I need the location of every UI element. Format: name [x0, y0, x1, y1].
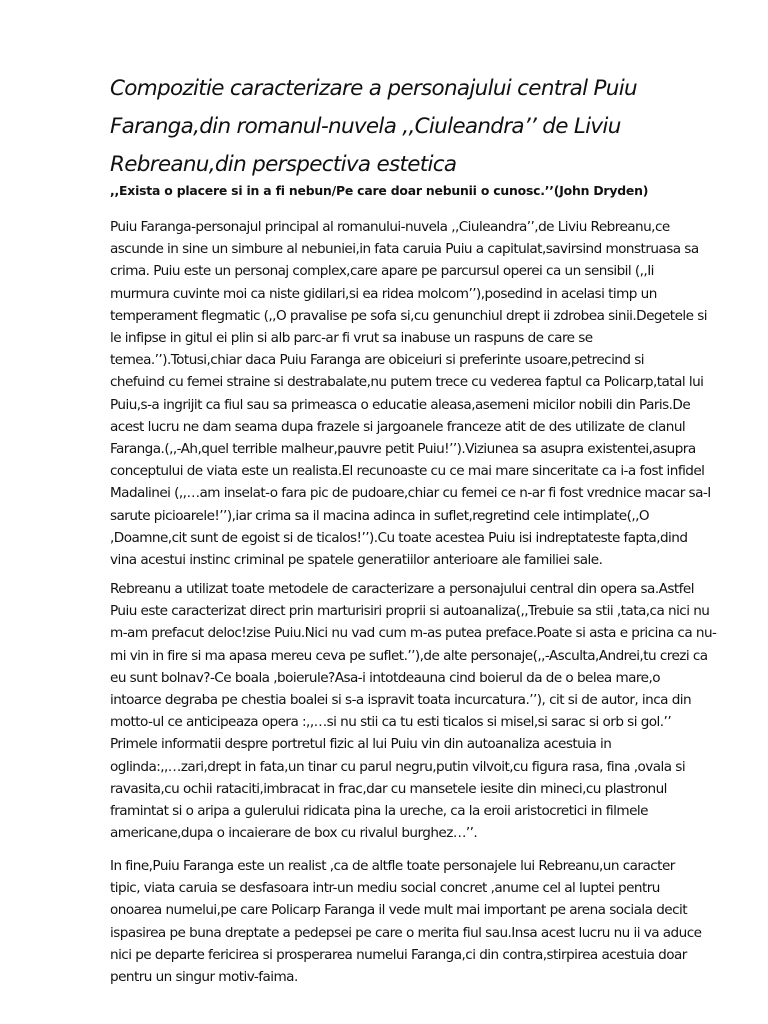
text-line: americane,dupa o incaierare de box cu rivalul burghez…’’. — [110, 825, 478, 842]
text-line: eu sunt bolnav?-Ce boala ,boierule?Asa-i intotdeauna cind boierul da de o belea mare,o — [110, 669, 661, 686]
title-line: Rebreanu,din perspectiva estetica — [110, 152, 457, 177]
text-line: Puiu este caracterizat direct prin marturisiri proprii si autoanaliza(,,Trebuie sa stii ,tata,ca nici nu — [110, 603, 710, 620]
text-line: m-am prefacut deloc!zise Puiu.Nici nu vad cum m-as putea preface.Poate si asta e pricina ca nu- — [110, 625, 717, 642]
text-line: ,Doamne,cit sunt de egoist si de ticalos!’’).Cu toate acestea Puiu isi indreptateste fapta,dind — [110, 529, 688, 546]
epigraph-quote: ,,Exista o placere si in a fi nebun/Pe care doar nebunii o cunosc.’’(John Dryden) — [110, 183, 649, 198]
document-title — [110, 70, 730, 184]
text-line: crima. Puiu este un personaj complex,care apare pe parcursul operei ca un sensibil (,,Ii — [110, 263, 654, 280]
text-line: mi vin in fire si ma apasa mereu ceva pe suflet.’’),de alte personaje(,,-Asculta,Andrei,tu crezi ca — [110, 647, 708, 664]
text-line: le infipse in gitul ei plin si alb parc-ar fi vrut sa inabuse un raspuns de care se — [110, 330, 593, 347]
text-line: ispasirea pe buna dreptate a pedepsei pe care o merita fiul sau.Insa acest lucru nu ii va aduce — [110, 924, 702, 941]
paragraph-3 — [110, 855, 722, 988]
text-line: Primele informatii despre portretul fizic al lui Puiu vin din autoanaliza acestuia in — [110, 736, 612, 753]
text-line: vina acestui instinc criminal pe spatele generatiilor anterioare ale familiei sale. — [110, 552, 603, 569]
text-line: ascunde in sine un simbure al nebuniei,in fata caruia Puiu a capitulat,savirsind monstruasa sa — [110, 241, 699, 258]
text-line: Madalinei (,,…am inselat-o fara pic de pudoare,chiar cu femei ce n-ar fi fost vrednice macar sa-I — [110, 485, 711, 502]
text-line: sarute picioarele!’’),iar crima sa il macina adinca in suflet,regretind cele intimplate(,,O — [110, 507, 650, 524]
text-line: motto-ul ce anticipeaza opera :,,…si nu stii ca tu esti ticalos si misel,si sarac si orb si gol.’’ — [110, 714, 672, 731]
text-line: murmura cuvinte moi ca niste gidilari,si ea ridea molcom’’),posedind in acelasi timp un — [110, 285, 657, 302]
text-line: Rebreanu a utilizat toate metodele de caracterizare a personajului central din opera sa.Astfel — [110, 581, 694, 597]
paragraph-1 — [110, 216, 722, 571]
text-line: chefuind cu femei straine si destrabalate,nu putem trece cu vederea faptul ca Policarp,tatal lui — [110, 374, 704, 391]
text-line: In fine,Puiu Faranga este un realist ,ca de altfle toate personajele lui Rebreanu,un caracter — [110, 858, 675, 874]
title-line: Faranga,din romanul-nuvela ,,Ciuleandra’’ de Liviu — [110, 114, 621, 139]
text-line: Faranga.(,,-Ah,quel terrible malheur,pauvre petit Puiu!’’).Viziunea sa asupra existentei,asupra — [110, 441, 696, 458]
text-line: oglinda:,,…zari,drept in fata,un tinar cu parul negru,putin vilvoit,cu figura rasa, fina ,ovala si — [110, 758, 686, 775]
paragraph-2 — [110, 578, 722, 844]
text-line: ravasita,cu ochii rataciti,imbracat in frac,dar cu mansetele iesite din mineci,cu plastronul — [110, 780, 667, 797]
text-line: Puiu,s-a ingrijit ca fiul sau sa primeasca o educatie aleasa,asemeni micilor nobili din Paris.De — [110, 396, 691, 413]
text-line: intoarce degraba pe chestia boalei si s-a ispravit toata incurcatura.’’), cit si de autor, inca din — [110, 692, 692, 709]
text-line: acest lucru ne dam seama dupa frazele si jargoanele franceze atit de des utilizate de clanul — [110, 418, 686, 435]
text-line: tipic, viata caruia se desfasoara intr-un mediu social concret ,anume cel al luptei pentru — [110, 880, 660, 897]
text-line: conceptului de viata este un realista.El recunoaste cu ce mai mare sinceritate ca i-a fost infidel — [110, 463, 705, 480]
text-line: Puiu Faranga-personajul principal al romanului-nuvela ,,Ciuleandra’’,de Liviu Rebreanu,ce — [110, 219, 670, 235]
text-line: framintat si o aripa a gulerului ridicata pina la ureche, ca la eroii aristocretici in filmele — [110, 803, 648, 820]
title-line: Compozitie caracterizare a personajului central Puiu — [110, 76, 637, 101]
text-line: pentru un singur motiv-faima. — [110, 969, 298, 986]
text-line: temperament flegmatic (,,O pravalise pe sofa si,cu genunchiul drept ii zdrobea sinii.Degetele si — [110, 307, 707, 324]
text-line: onoarea numelui,pe care Policarp Faranga il vede mult mai important pe arena sociala decit — [110, 902, 688, 919]
text-line: temea.’’).Totusi,chiar daca Puiu Faranga are obiceiuri si preferinte usoare,petrecind si — [110, 352, 644, 369]
text-line: nici pe departe fericirea si prosperarea numelui Faranga,ci din contra,stirpirea acestuia doar — [110, 946, 687, 963]
